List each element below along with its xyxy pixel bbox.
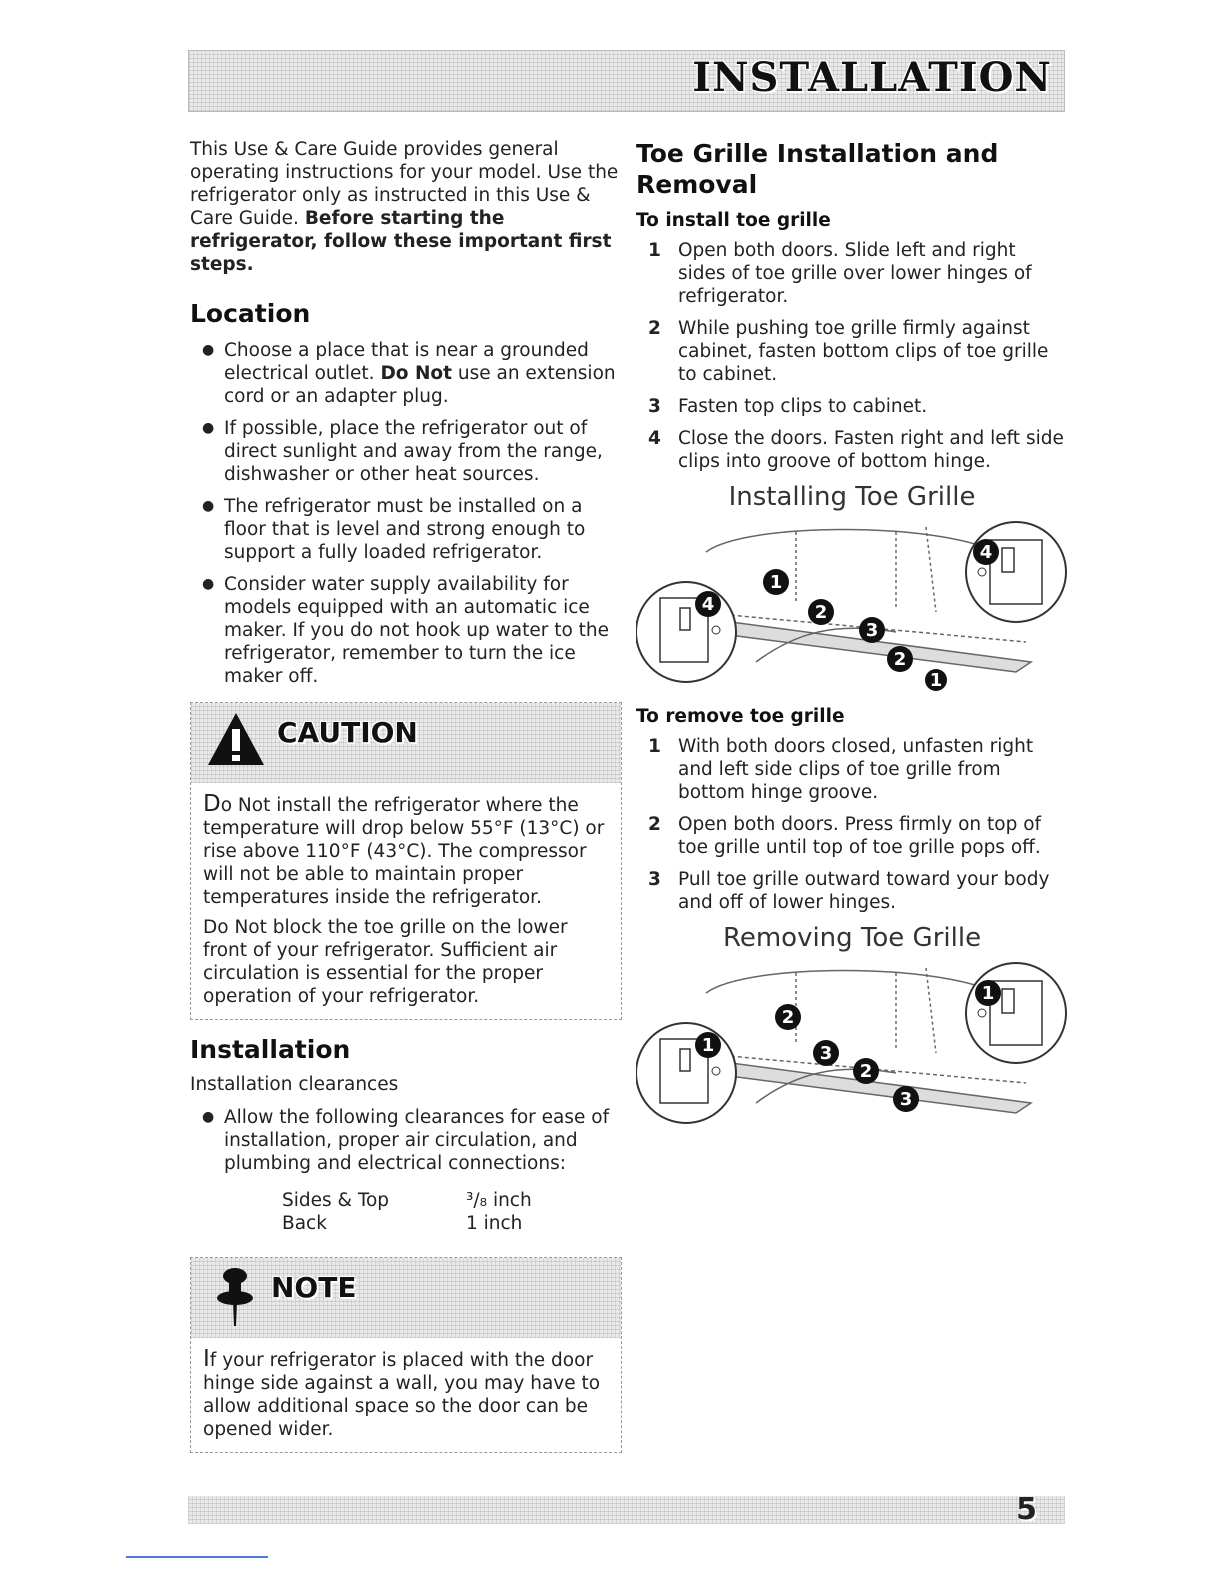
callout-label: 1 (929, 670, 943, 691)
table-row: Sides & Top ³/₈ inch (282, 1190, 532, 1211)
bullet-icon: ● (202, 498, 215, 514)
bullet-icon: ● (202, 576, 215, 592)
right-column (636, 138, 1068, 1133)
right-hinge-detail (966, 522, 1066, 622)
right-hinge-detail (966, 963, 1066, 1063)
callout-label: 2 (859, 1061, 873, 1082)
installation-list (190, 1106, 622, 1175)
note-box (190, 1257, 622, 1453)
caution-label: CAUTION (277, 716, 418, 749)
intro-text: This Use & Care Guide provides general operating instructions for your model. Use the refrigerator only as instructed in this Use & Care Guide. (190, 139, 619, 229)
install-figure-title: Installing Toe Grille (728, 482, 976, 512)
footer-bar (188, 1492, 1065, 1527)
callout-label: 3 (899, 1089, 913, 1110)
install-heading: To install toe grille (636, 210, 831, 231)
list-item: 1 With both doors closed, unfasten right and left side clips of toe grille from bottom hinge groove. (648, 736, 1034, 803)
callout-label: 1 (981, 983, 995, 1004)
list-item: ● Choose a place that is near a grounded electrical outlet. Do Not use an extension cord or an adapter plug. (202, 340, 616, 407)
bullet-icon: ● (202, 1109, 215, 1125)
remove-heading: To remove toe grille (636, 706, 845, 727)
callout-label: 4 (701, 594, 715, 615)
left-hinge-detail (636, 1023, 736, 1123)
left-hinge-detail (636, 582, 736, 682)
note-paragraph: If your refrigerator is placed with the door hinge side against a wall, you may have to allow additional space so the door can be opened wider. (203, 1346, 601, 1440)
list-item: 1 Open both doors. Slide left and right sides of toe grille over lower hinges of refrigerator. (648, 240, 1032, 307)
callout-label: 2 (893, 649, 907, 670)
warning-icon (205, 709, 267, 771)
bullet-icon: ● (202, 420, 215, 436)
list-item: 2 While pushing toe grille firmly against cabinet, fasten bottom clips of toe grille to cabinet. (648, 318, 1049, 385)
bottom-rule (126, 1556, 268, 1558)
caution-box (190, 702, 622, 1020)
list-item: ● Consider water supply availability for models equipped with an automatic ice maker. If you do not hook up water to the refrigerator, remember to turn the ice maker off. (202, 574, 610, 687)
caution-paragraph-2: Do Not block the toe grille on the lower front of your refrigerator. Sufficient air circulation is essential for the proper operation of your refrigerator. (203, 917, 568, 1007)
callout-label: 3 (865, 620, 879, 641)
callout-label: 4 (979, 542, 993, 563)
location-list (190, 339, 622, 688)
toe-grille-heading: Toe Grille Installation and Removal (636, 139, 999, 199)
list-item: ● Allow the following clearances for ease of installation, proper air circulation, and plumbing and electrical connections: (202, 1107, 610, 1174)
remove-figure-title: Removing Toe Grille (722, 923, 982, 953)
remove-steps (636, 735, 1068, 914)
note-header (191, 1258, 621, 1338)
remove-toe-grille-figure (636, 953, 1068, 1133)
installation-subheading: Installation clearances (190, 1074, 399, 1095)
installation-heading: Installation (190, 1035, 351, 1064)
list-item: 4 Close the doors. Fasten right and left side clips into groove of bottom hinge. (648, 428, 1064, 472)
list-item: 3 Fasten top clips to cabinet. (648, 396, 928, 417)
pushpin-icon (205, 1264, 265, 1330)
callout-label: 1 (769, 572, 783, 593)
intro-bold: Before starting the refrigerator, follow these important first steps. (190, 208, 612, 275)
callout-label: 2 (814, 602, 828, 623)
install-toe-grille-figure (636, 512, 1068, 692)
location-heading: Location (190, 299, 311, 328)
callout-label: 1 (701, 1035, 715, 1056)
left-column (190, 138, 622, 1453)
header-bar (188, 50, 1065, 112)
callout-label: 3 (819, 1043, 833, 1064)
bullet-icon: ● (202, 342, 215, 358)
callout-label: 2 (781, 1007, 795, 1028)
list-item: 3 Pull toe grille outward toward your body and off of lower hinges. (648, 869, 1050, 913)
list-item: ● If possible, place the refrigerator out of direct sunlight and away from the range, dishwasher or other heat sources. (202, 418, 603, 485)
install-steps (636, 239, 1068, 473)
page-number: 5 (1016, 1492, 1037, 1527)
list-item: 2 Open both doors. Press firmly on top of toe grille until top of toe grille pops off. (648, 814, 1042, 858)
caution-header (191, 703, 621, 783)
intro-paragraph (190, 138, 622, 276)
list-item: ● The refrigerator must be installed on a floor that is level and strong enough to support a fully loaded refrigerator. (202, 496, 586, 563)
caution-paragraph-1: Do Not install the refrigerator where the temperature will drop below 55°F (13°C) or rise above 110°F (43°C). The compressor will not be able to maintain proper temperatures inside the refrigerator. (203, 791, 605, 908)
clearances-table (282, 1189, 622, 1235)
page-title: INSTALLATION (692, 54, 1052, 101)
table-row: Back 1 inch (282, 1213, 523, 1234)
note-label: NOTE (271, 1271, 357, 1304)
